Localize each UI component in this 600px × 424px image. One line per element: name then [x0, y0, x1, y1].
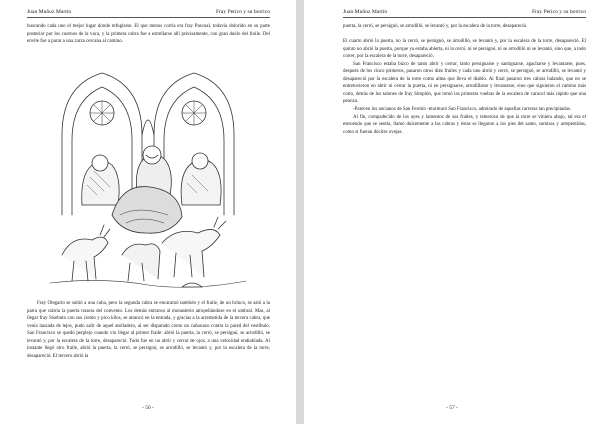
- gutter: [296, 0, 304, 424]
- text-block-bottom: [27, 300, 270, 360]
- running-header: [27, 9, 270, 18]
- text-block: [343, 23, 586, 136]
- paragraph: buscando cada uno el mejor lugar donde refugiarse. El que menos corría era fray Pascual, todavía dolorido en su parte posterior por los cuernos de la vaca, y la primera cabra fue a estrellarse allí precisamente, con gran duelo del fraile. Del envite fue a parar a una zarza cercana al camino.: [27, 24, 270, 45]
- header-author: Juan Muñoz Martín: [27, 9, 72, 15]
- paragraph: -Parecen los ancianos de San Fermín -murmuró San Francisco, admirado de aquellas carreras tan precipitadas.: [353, 106, 571, 112]
- header-title: Fray Perico y su borrico: [531, 9, 586, 15]
- page-number: - 56 -: [142, 405, 154, 411]
- running-header: [343, 9, 586, 18]
- paragraph: Al fin, compadecido de los ayes y lamentos de sus frailes, y temeroso de que la torre se viniera abajo, tal era el estruendo que se sentía, llamó dulcemente a las cabras y éstas se llegaron a los pies del santo, sumisas y arrepentidas, como si fueran dóciles ovejas.: [343, 114, 586, 135]
- paragraph: puerta, la cerró, se persignó, se arrodilló, se levantó y, por la escalera de la torre, desapareció.: [343, 24, 528, 29]
- friars-and-goats-illustration: [42, 65, 254, 295]
- left-page: [0, 0, 296, 424]
- header-title: Fray Perico y su borrico: [215, 9, 270, 15]
- paragraph: El cuarto abrió la puerta, no la cerró, se persignó, se arrodilló, se levantó y, por la escalera de la torre, desapareció. El quinto no abrió la puerta, porque ya estaba abierta, ni la cerró, ni se persignó, ni se arrodilló ni se levantó, sino que, a todo correr, por la escalera de la torre, desapareció.: [343, 39, 586, 60]
- paragraph: Fray Olegario se subió a una cuba, pero la segunda cabra se encaramó también y el fraile, de un brinco, se asió a la parra que cubría la puerta trasera del convento. Los demás entraron al monasterio atropellándose en el umbral. Mas, al llegar fray Sisebuto con sus ciento y pico kilos, se atrancó en la entrada, y gracias a la arremetida de la tercera cabra, que venía lanzada de lejos, pudo salir de aquel atolladero, al ser disparado como un cañonazo contra la pared del vestíbulo. San Francisco se quedó perplejo cuando vio llegar al primer fraile: abrió la puerta, la cerró, se persignó, se arrodilló, se levantó y, por la escalera de la torre, desapareció. Todo fue en un abrir y cerrar de ojos, a una velocidad endiablada. Al instante llegó otro fraile, abrió la puerta, la cerró, se persignó, se arrodilló, se levantó y, por la escalera de la torre, desapareció. El tercero abrió la: [27, 301, 270, 359]
- paragraph: San Francisco estaba bizco de tanto abrir y cerrar, tanto persignarse y santiguarse, agacharse y levantarse, pues, después de los cinco primeros, pasaron otros diez frailes y cada uno abrió y cerró, se persignó, se arrodilló, se levantó y desapareció por la escalera de la torre como alma que lleva el diablo. Al final pasaron tres cabras balando, que no se entretuvieron en abrir ni cerrar la puerta, ni en persignarse, arrodillarse y levantarse, sino que siguieron el camino más corto, detrás de los talones de fray Simplón, que tomó las primeras vueltas de la escalera de caracol más rápido que una peonza.: [343, 61, 586, 105]
- header-author: Juan Muñoz Martín: [343, 9, 388, 15]
- text-block-top: [27, 23, 270, 46]
- right-page: [304, 0, 600, 424]
- page-number: - 57 -: [446, 405, 458, 411]
